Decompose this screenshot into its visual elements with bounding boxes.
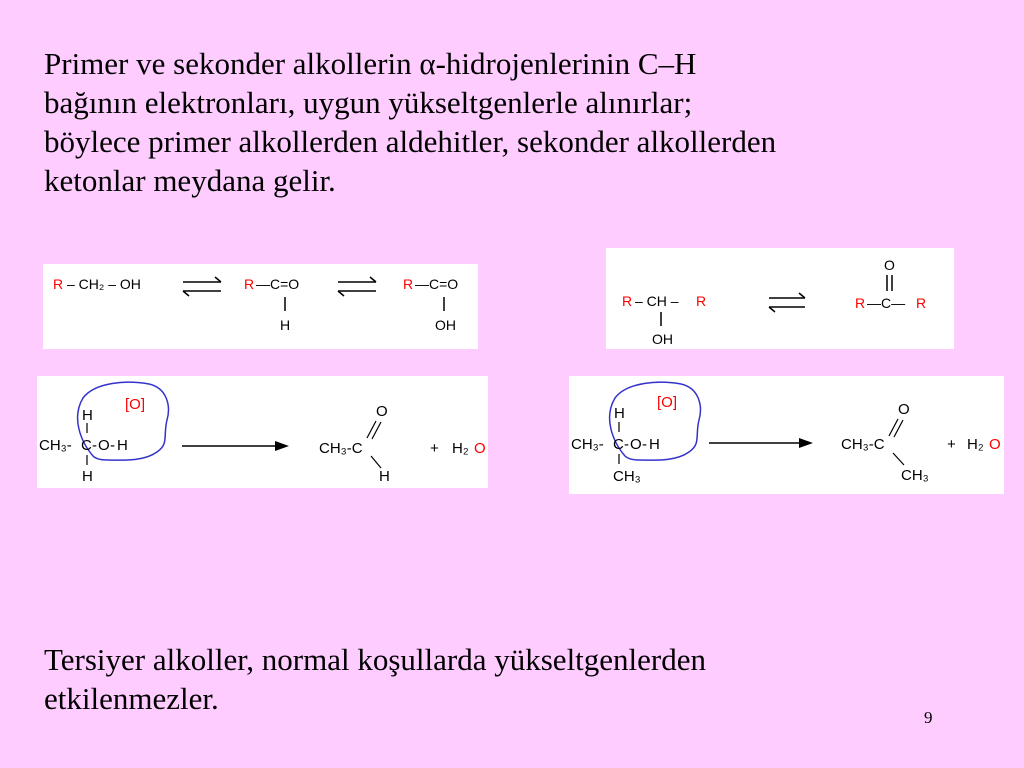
intro-line-1: Primer ve sekonder alkollerin α-hidrojenlerinin C–H	[44, 46, 697, 81]
ketone-carbon: —C—	[867, 295, 906, 311]
alpha-hydrogen: H	[614, 405, 625, 422]
tertiary-line-1: Tersiyer alkoller, normal koşullarda yükseltgenlerden	[44, 642, 707, 677]
hydroxyl-hydrogen: H	[117, 437, 128, 454]
bond-line	[371, 456, 381, 468]
double-bond	[887, 275, 892, 291]
tertiary-paragraph	[44, 640, 984, 718]
water-oxygen: O	[474, 440, 486, 457]
acid-carbonyl: —C=O	[415, 276, 459, 292]
secondary-equilibrium-scheme	[606, 248, 954, 349]
hydroxyl-oxygen: O	[630, 436, 642, 453]
ketone-oxygen: O	[898, 401, 910, 418]
reactant-carbon: C	[81, 437, 92, 454]
aldehyde-hydrogen: H	[379, 468, 390, 485]
ketone-methyl: CH₃	[901, 467, 929, 484]
aldehyde-product: CH₃-C	[319, 440, 363, 457]
double-bond	[367, 421, 381, 439]
water-hydrogen: H₂	[452, 440, 469, 457]
r-group: R	[622, 293, 633, 309]
bond-dash: -	[642, 436, 647, 453]
primary-alcohol: – CH₂ – OH	[67, 276, 141, 292]
bond-dash: -	[92, 437, 97, 454]
r-group: R	[855, 295, 866, 311]
oxidant-label: [O]	[125, 396, 146, 413]
tertiary-line-2: etkilenmezler.	[44, 681, 219, 716]
primary-equilibrium-scheme	[43, 264, 478, 349]
acid-hydroxyl: OH	[435, 317, 456, 333]
intro-line-2: bağının elektronları, uygun yükseltgenlerle alınırlar;	[44, 85, 693, 120]
reactant-methyl: CH₃-	[39, 437, 72, 454]
intro-line-4: ketonlar meydana gelir.	[44, 163, 336, 198]
bond-dash: -	[110, 437, 115, 454]
double-bond	[889, 419, 903, 437]
alpha-hydrogen: H	[82, 407, 93, 424]
hydroxyl-oxygen: O	[98, 437, 110, 454]
water-hydrogen: H₂	[967, 436, 984, 453]
alcohol-hydroxyl: OH	[652, 331, 673, 347]
ketone-oxygen: O	[884, 257, 895, 273]
oxidant-label: [O]	[657, 394, 678, 411]
primary-oxidation-reaction	[37, 376, 488, 488]
bond-dash: -	[624, 436, 629, 453]
reactant-methyl: CH₃-	[571, 436, 604, 453]
equilibrium-arrow	[338, 277, 376, 296]
r-group: R	[696, 293, 707, 309]
ketone-product: CH₃-C	[841, 436, 885, 453]
water-oxygen: O	[989, 436, 1001, 453]
r-group: R	[916, 295, 927, 311]
page-number: 9	[924, 708, 933, 727]
r-group: R	[403, 276, 414, 292]
aldehyde-oxygen: O	[376, 403, 388, 420]
carbon-hydrogen: H	[82, 468, 93, 485]
intro-paragraph	[44, 44, 1004, 200]
hydroxyl-hydrogen: H	[649, 436, 660, 453]
equilibrium-arrow	[769, 293, 805, 312]
r-group: R	[53, 276, 64, 292]
reaction-arrow	[709, 438, 813, 448]
equilibrium-arrow	[183, 277, 221, 296]
r-group: R	[244, 276, 255, 292]
intro-line-3: böylece primer alkollerden aldehitler, sekonder alkollerden	[44, 124, 777, 159]
methyl-substituent: CH₃	[613, 468, 641, 485]
bond-line	[893, 453, 904, 465]
aldehyde-hydrogen: H	[280, 317, 291, 333]
reaction-arrow	[182, 441, 289, 451]
plus-sign: +	[947, 436, 956, 453]
secondary-oxidation-reaction	[569, 376, 1004, 494]
reactant-carbon: C	[613, 436, 624, 453]
aldehyde-carbonyl: —C=O	[256, 276, 300, 292]
secondary-alcohol-ch: – CH –	[635, 293, 679, 309]
plus-sign: +	[430, 440, 439, 457]
